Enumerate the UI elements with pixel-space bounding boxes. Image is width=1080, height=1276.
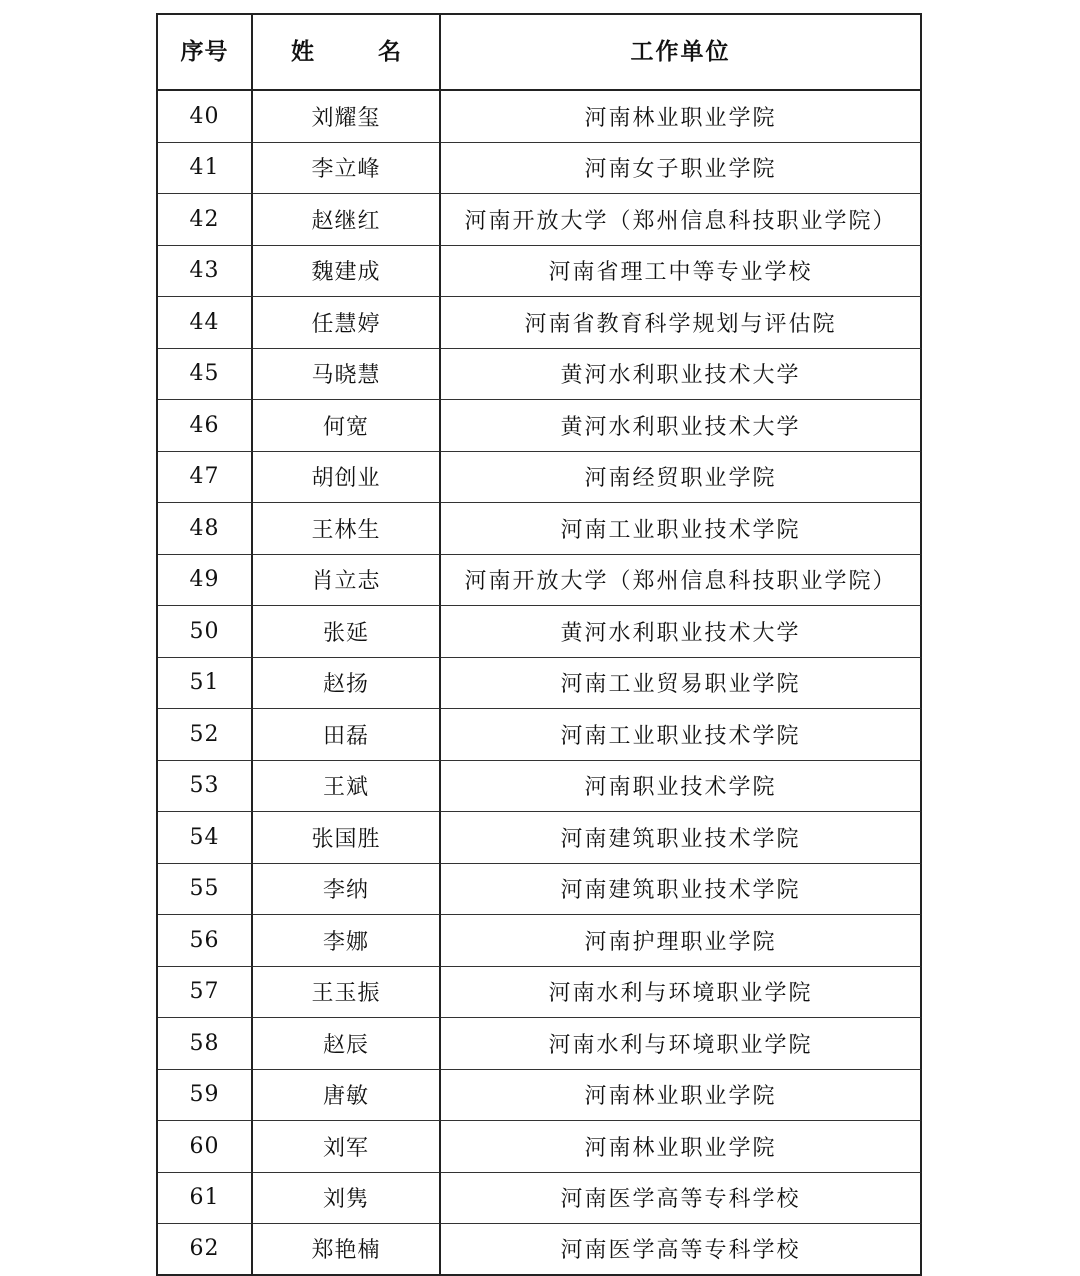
row-index-cell: 53 bbox=[158, 761, 253, 813]
row-name-cell: 李纳 bbox=[253, 864, 441, 916]
row-unit-cell: 河南水利与环境职业学院 bbox=[441, 967, 922, 1019]
table-row bbox=[158, 143, 922, 195]
row-unit-cell: 河南建筑职业技术学院 bbox=[441, 812, 922, 864]
table-row bbox=[158, 606, 922, 658]
table-row bbox=[158, 452, 922, 504]
row-index-cell: 41 bbox=[158, 143, 253, 195]
table-row bbox=[158, 761, 922, 813]
row-index-cell: 45 bbox=[158, 349, 253, 401]
row-unit-cell: 河南医学高等专科学校 bbox=[441, 1224, 922, 1276]
row-name-cell: 肖立志 bbox=[253, 555, 441, 607]
personnel-table bbox=[156, 13, 922, 1276]
row-unit-cell: 河南职业技术学院 bbox=[441, 761, 922, 813]
row-name-cell: 何宽 bbox=[253, 400, 441, 452]
row-index-cell: 44 bbox=[158, 297, 253, 349]
row-name-cell: 王斌 bbox=[253, 761, 441, 813]
row-index-cell: 43 bbox=[158, 246, 253, 298]
row-name-cell: 刘隽 bbox=[253, 1173, 441, 1225]
row-name-cell: 郑艳楠 bbox=[253, 1224, 441, 1276]
table-body bbox=[158, 91, 922, 1276]
row-index-cell: 47 bbox=[158, 452, 253, 504]
row-index-cell: 60 bbox=[158, 1121, 253, 1173]
row-name-cell: 赵扬 bbox=[253, 658, 441, 710]
row-unit-cell: 河南建筑职业技术学院 bbox=[441, 864, 922, 916]
row-index-cell: 50 bbox=[158, 606, 253, 658]
row-unit-cell: 河南省理工中等专业学校 bbox=[441, 246, 922, 298]
row-unit-cell: 河南省教育科学规划与评估院 bbox=[441, 297, 922, 349]
table-row bbox=[158, 709, 922, 761]
row-unit-cell: 河南经贸职业学院 bbox=[441, 452, 922, 504]
header-unit: 工作单位 bbox=[441, 15, 922, 91]
row-unit-cell: 河南女子职业学院 bbox=[441, 143, 922, 195]
row-unit-cell: 黄河水利职业技术大学 bbox=[441, 349, 922, 401]
table-row bbox=[158, 967, 922, 1019]
table-row bbox=[158, 400, 922, 452]
table-row bbox=[158, 1070, 922, 1122]
row-index-cell: 52 bbox=[158, 709, 253, 761]
table-row bbox=[158, 1173, 922, 1225]
table-row bbox=[158, 1018, 922, 1070]
table-row bbox=[158, 555, 922, 607]
table-header-row bbox=[158, 15, 922, 91]
row-name-cell: 赵继红 bbox=[253, 194, 441, 246]
row-name-cell: 王林生 bbox=[253, 503, 441, 555]
table-row bbox=[158, 915, 922, 967]
table-row bbox=[158, 503, 922, 555]
row-index-cell: 40 bbox=[158, 91, 253, 143]
table-row bbox=[158, 246, 922, 298]
table-row bbox=[158, 297, 922, 349]
row-unit-cell: 河南开放大学（郑州信息科技职业学院） bbox=[441, 555, 922, 607]
table-row bbox=[158, 1224, 922, 1276]
row-name-cell: 李娜 bbox=[253, 915, 441, 967]
table-row bbox=[158, 349, 922, 401]
row-name-cell: 唐敏 bbox=[253, 1070, 441, 1122]
row-unit-cell: 河南工业职业技术学院 bbox=[441, 503, 922, 555]
header-index: 序号 bbox=[158, 15, 253, 91]
row-name-cell: 张国胜 bbox=[253, 812, 441, 864]
row-unit-cell: 黄河水利职业技术大学 bbox=[441, 400, 922, 452]
row-index-cell: 62 bbox=[158, 1224, 253, 1276]
row-name-cell: 马晓慧 bbox=[253, 349, 441, 401]
row-unit-cell: 河南工业职业技术学院 bbox=[441, 709, 922, 761]
row-index-cell: 51 bbox=[158, 658, 253, 710]
table-row bbox=[158, 1121, 922, 1173]
row-index-cell: 48 bbox=[158, 503, 253, 555]
row-index-cell: 49 bbox=[158, 555, 253, 607]
table-row bbox=[158, 812, 922, 864]
row-name-cell: 李立峰 bbox=[253, 143, 441, 195]
row-unit-cell: 河南林业职业学院 bbox=[441, 1070, 922, 1122]
table-row bbox=[158, 658, 922, 710]
row-index-cell: 46 bbox=[158, 400, 253, 452]
row-unit-cell: 河南医学高等专科学校 bbox=[441, 1173, 922, 1225]
row-name-cell: 任慧婷 bbox=[253, 297, 441, 349]
row-index-cell: 42 bbox=[158, 194, 253, 246]
row-name-cell: 王玉振 bbox=[253, 967, 441, 1019]
row-name-cell: 魏建成 bbox=[253, 246, 441, 298]
row-name-cell: 赵辰 bbox=[253, 1018, 441, 1070]
row-unit-cell: 河南林业职业学院 bbox=[441, 1121, 922, 1173]
row-name-cell: 刘军 bbox=[253, 1121, 441, 1173]
row-unit-cell: 河南水利与环境职业学院 bbox=[441, 1018, 922, 1070]
row-name-cell: 刘耀玺 bbox=[253, 91, 441, 143]
row-index-cell: 59 bbox=[158, 1070, 253, 1122]
row-unit-cell: 河南护理职业学院 bbox=[441, 915, 922, 967]
row-unit-cell: 河南林业职业学院 bbox=[441, 91, 922, 143]
row-index-cell: 58 bbox=[158, 1018, 253, 1070]
row-unit-cell: 河南开放大学（郑州信息科技职业学院） bbox=[441, 194, 922, 246]
row-index-cell: 56 bbox=[158, 915, 253, 967]
row-index-cell: 61 bbox=[158, 1173, 253, 1225]
row-name-cell: 胡创业 bbox=[253, 452, 441, 504]
row-unit-cell: 河南工业贸易职业学院 bbox=[441, 658, 922, 710]
row-index-cell: 57 bbox=[158, 967, 253, 1019]
table-row bbox=[158, 91, 922, 143]
header-name: 姓 名 bbox=[253, 15, 441, 91]
row-unit-cell: 黄河水利职业技术大学 bbox=[441, 606, 922, 658]
row-index-cell: 55 bbox=[158, 864, 253, 916]
table-row bbox=[158, 194, 922, 246]
row-name-cell: 张延 bbox=[253, 606, 441, 658]
row-index-cell: 54 bbox=[158, 812, 253, 864]
row-name-cell: 田磊 bbox=[253, 709, 441, 761]
table-row bbox=[158, 864, 922, 916]
